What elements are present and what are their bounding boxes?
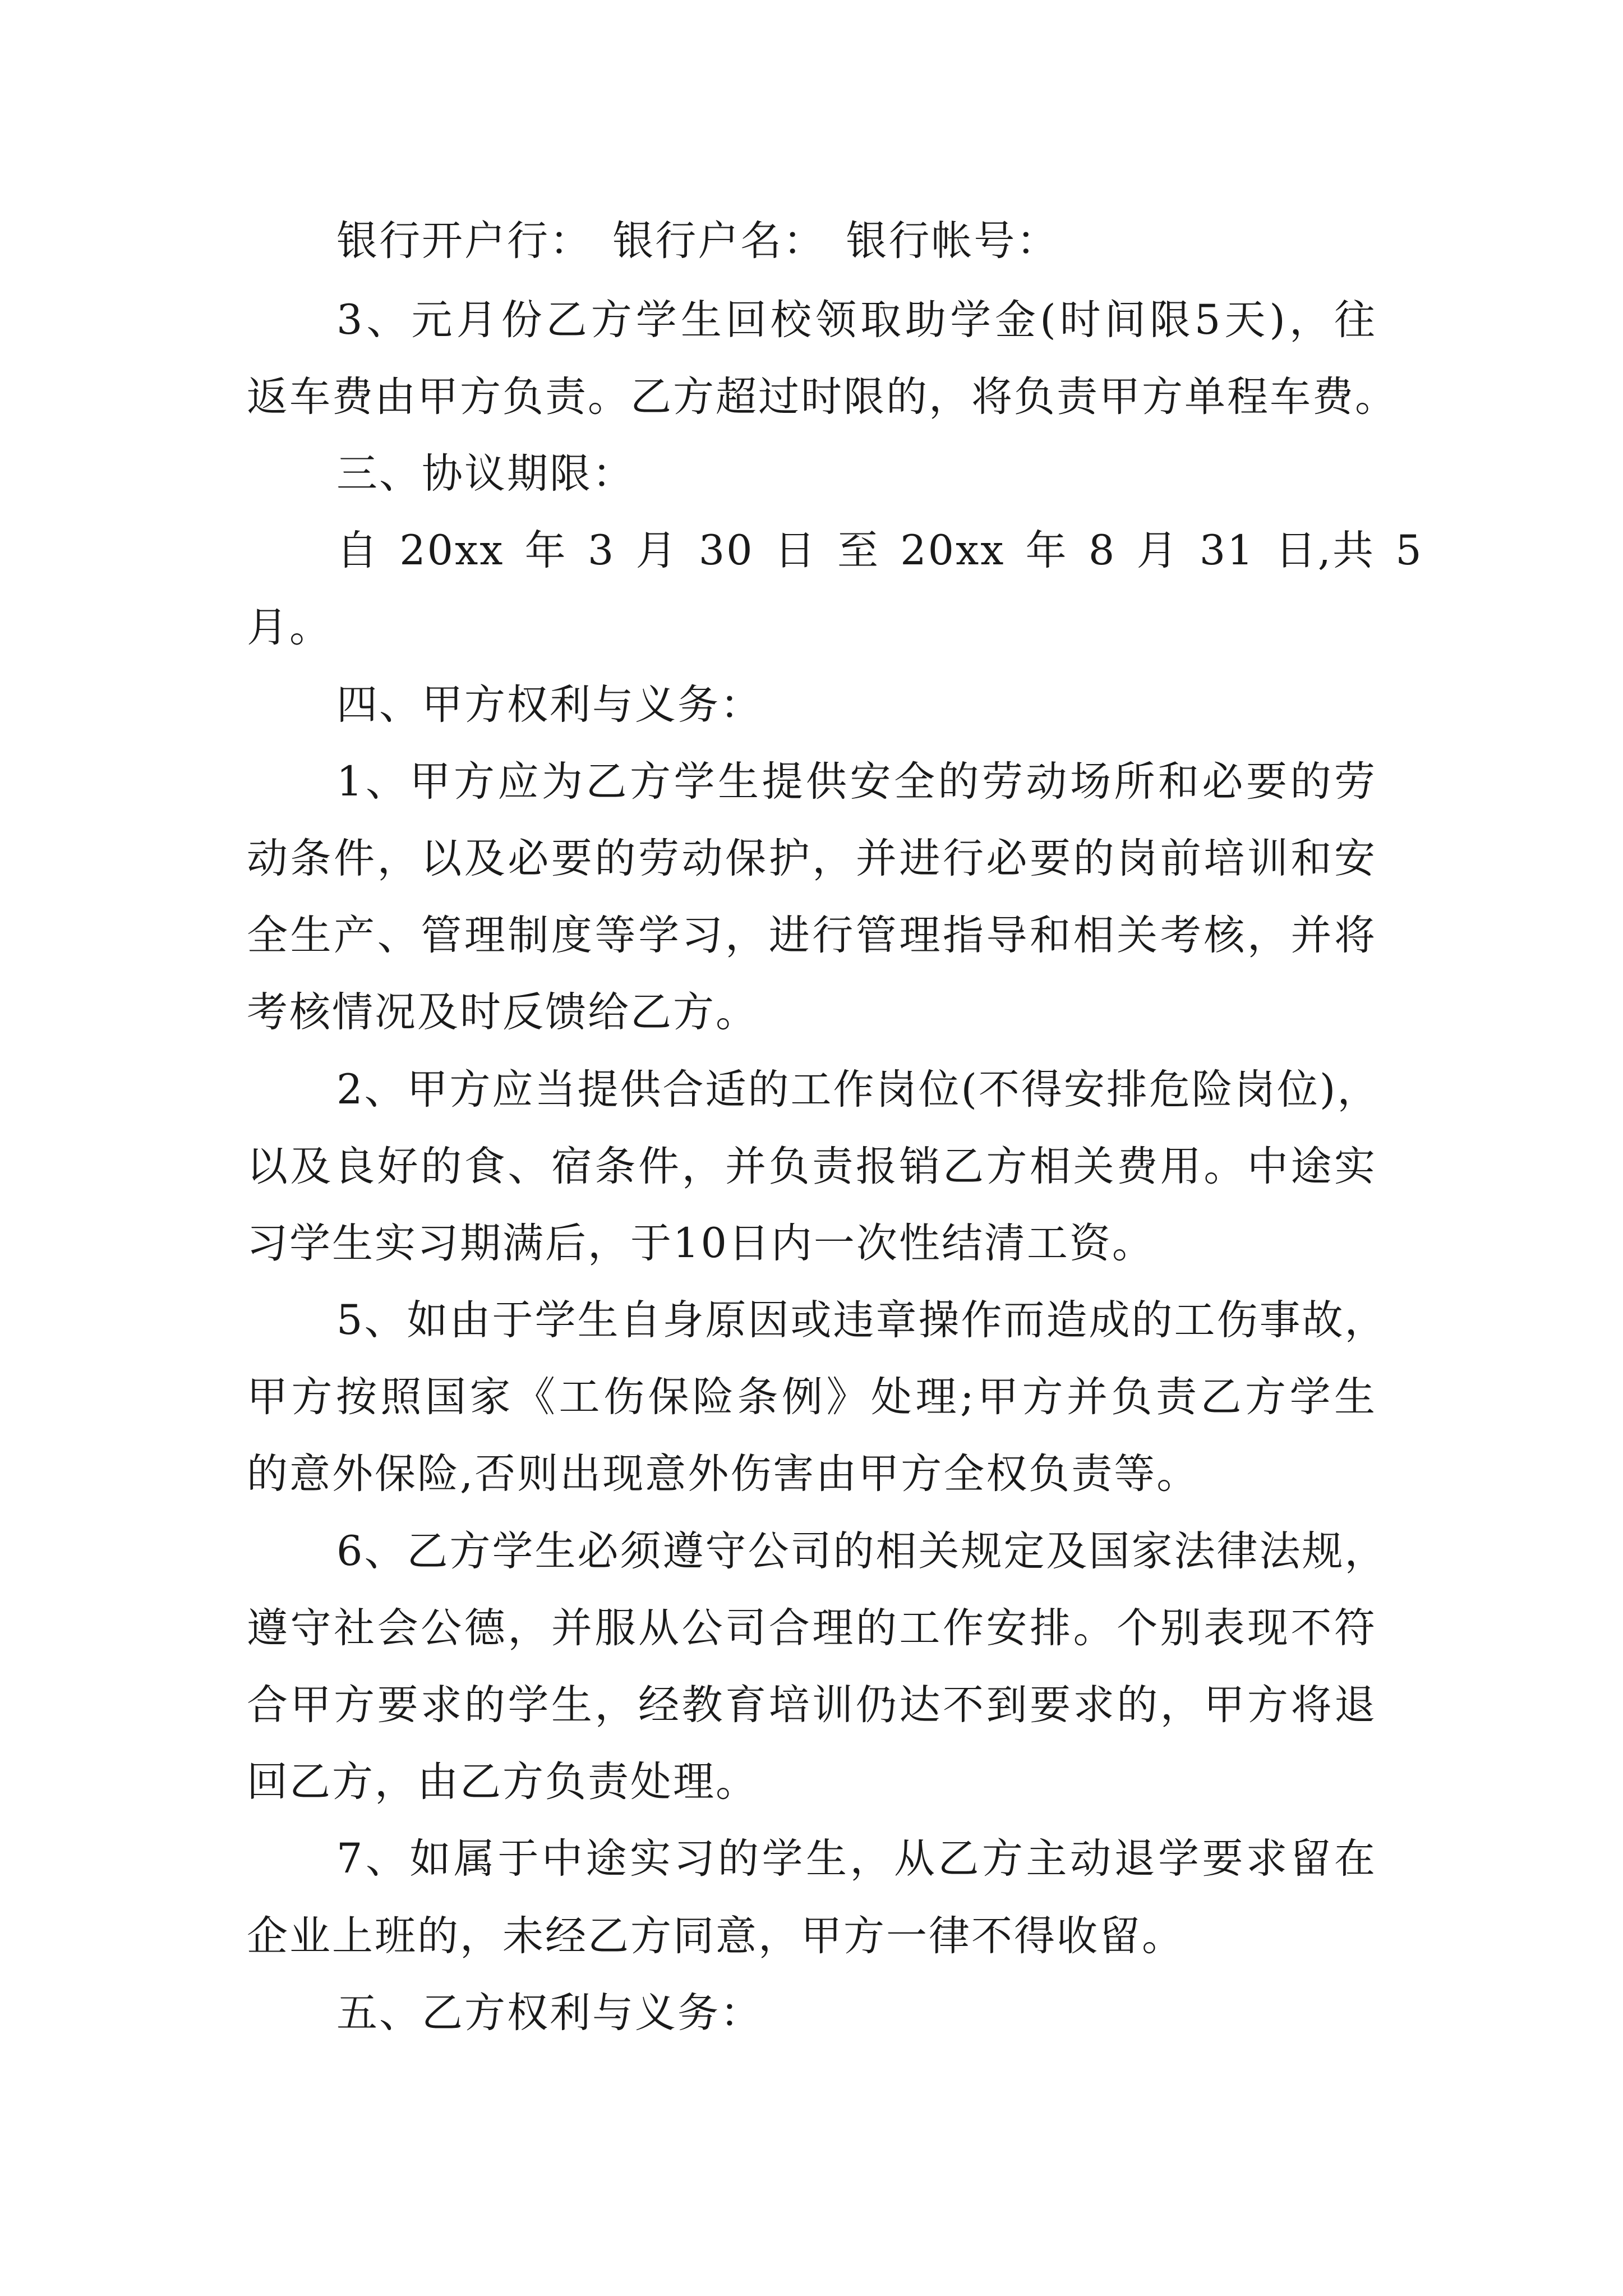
paragraph-line: 自 20xx 年 3 月 30 日 至 20xx 年 8 月 31 日,共 5 <box>336 527 1423 574</box>
paragraph-line: 月。 <box>247 604 332 651</box>
paragraph-line: 5、如由于学生自身原因或违章操作而造成的工伤事故， <box>336 1296 1387 1344</box>
section-heading: 三、协议期限： <box>336 450 635 498</box>
paragraph-line: 全生产、管理制度等学习，进行管理指导和相关考核，并将 <box>247 912 1377 959</box>
paragraph-line: 动条件，以及必要的劳动保护，并进行必要的岗前培训和安 <box>247 835 1377 882</box>
paragraph-line: 合甲方要求的学生，经教育培训仍达不到要求的，甲方将退 <box>247 1681 1377 1729</box>
paragraph-line: 以及良好的食、宿条件，并负责报销乙方相关费用。中途实 <box>247 1143 1377 1190</box>
paragraph-line: 习学生实习期满后，于10日内一次性结清工资。 <box>247 1220 1155 1267</box>
paragraph-line: 回乙方，由乙方负责处理。 <box>247 1758 758 1806</box>
paragraph-line: 3、元月份乙方学生回校领取助学金(时间限5天)，往 <box>336 296 1377 344</box>
section-heading: 四、甲方权利与义务： <box>336 681 763 729</box>
paragraph-line: 1、甲方应为乙方学生提供安全的劳动场所和必要的劳 <box>336 758 1377 806</box>
paragraph-line: 企业上班的，未经乙方同意，甲方一律不得收留。 <box>247 1912 1184 1960</box>
paragraph-line: 返车费由甲方负责。乙方超过时限的，将负责甲方单程车费。 <box>247 373 1398 421</box>
paragraph-line: 甲方按照国家《工伤保险条例》处理;甲方并负责乙方学生 <box>247 1373 1377 1421</box>
paragraph-line: 6、乙方学生必须遵守公司的相关规定及国家法律法规， <box>336 1527 1387 1575</box>
paragraph-line: 7、如属于中途实习的学生，从乙方主动退学要求留在 <box>336 1835 1377 1883</box>
paragraph-line: 遵守社会公德，并服从公司合理的工作安排。个别表现不符 <box>247 1604 1377 1652</box>
paragraph-line: 考核情况及时反馈给乙方。 <box>247 988 758 1036</box>
bank-info-line: 银行开户行： 银行户名： 银行帐号： <box>336 217 1059 265</box>
section-heading: 五、乙方权利与义务： <box>336 1989 763 2037</box>
paragraph-line: 的意外保险,否则出现意外伤害由甲方全权负责等。 <box>247 1450 1200 1498</box>
paragraph-line: 2、甲方应当提供合适的工作岗位(不得安排危险岗位)， <box>336 1066 1380 1114</box>
